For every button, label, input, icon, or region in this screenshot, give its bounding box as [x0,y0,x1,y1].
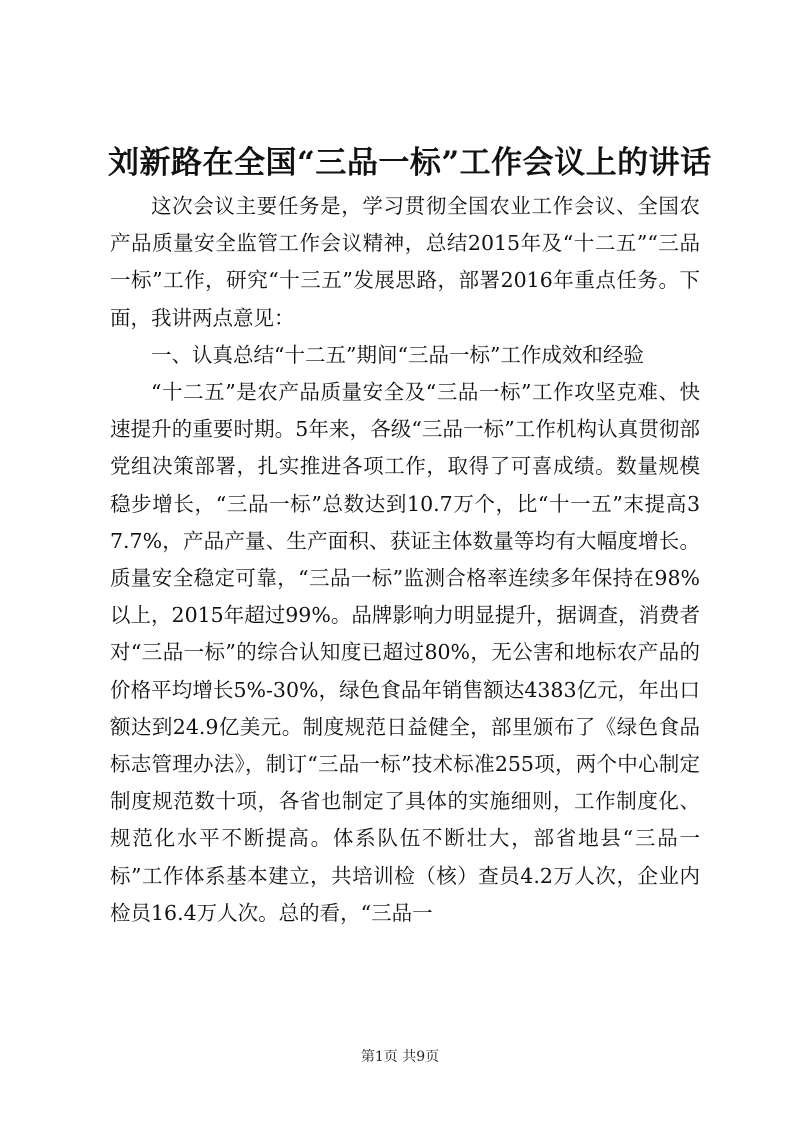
section-heading: 一、认真总结“十二五”期间“三品一标”工作成效和经验 [151,342,644,367]
paragraph-intro: 这次会议主要任务是，学习贯彻全国农业工作会议、全国农产品质量安全监管工作会议精神，总结2015年及“十二五”“三品一标”工作，研究“十三五”发展思路，部署2016年重点任务。下面，我讲两点意见： [110,194,700,330]
document-title: 刘新路在全国“三品一标”工作会议上的讲话 [108,145,712,181]
page-footer: 第1页 共9页 [360,1049,440,1065]
document-body [110,188,700,932]
paragraph-achievements: “十二五”是农产品质量安全及“三品一标”工作攻坚克难、快速提升的重要时期。5年来，各级“三品一标”工作机构认真贯彻部党组决策部署，扎实推进各项工作，取得了可喜成绩。数量规模稳步增长，“三品一标”总数达到10.7万个，比“十一五”末提高37.7%，产品产量、生产面积、获证主体数量等均有大幅度增长。质量安全稳定可靠，“三品一标”监测合格率连续多年保持在98%以上，2015年超过99%。品牌影响力明显提升，据调查，消费者对“三品一标”的综合认知度已超过80%，无公害和地标农产品的价格平均增长5%-30%，绿色食品年销售额达4383亿元，年出口额达到24.9亿美元。制度规范日益健全，部里颁布了《绿色食品标志管理办法》，制订“三品一标”技术标准255项，两个中心制定制度规范数十项，各省也制定了具体的实施细则，工作制度化、规范化水平不断提高。体系队伍不断壮大，部省地县“三品一标”工作体系基本建立，共培训检（核）查员4.2万人次，企业内检员16.4万人次。总的看，“三品一 [110,380,700,925]
